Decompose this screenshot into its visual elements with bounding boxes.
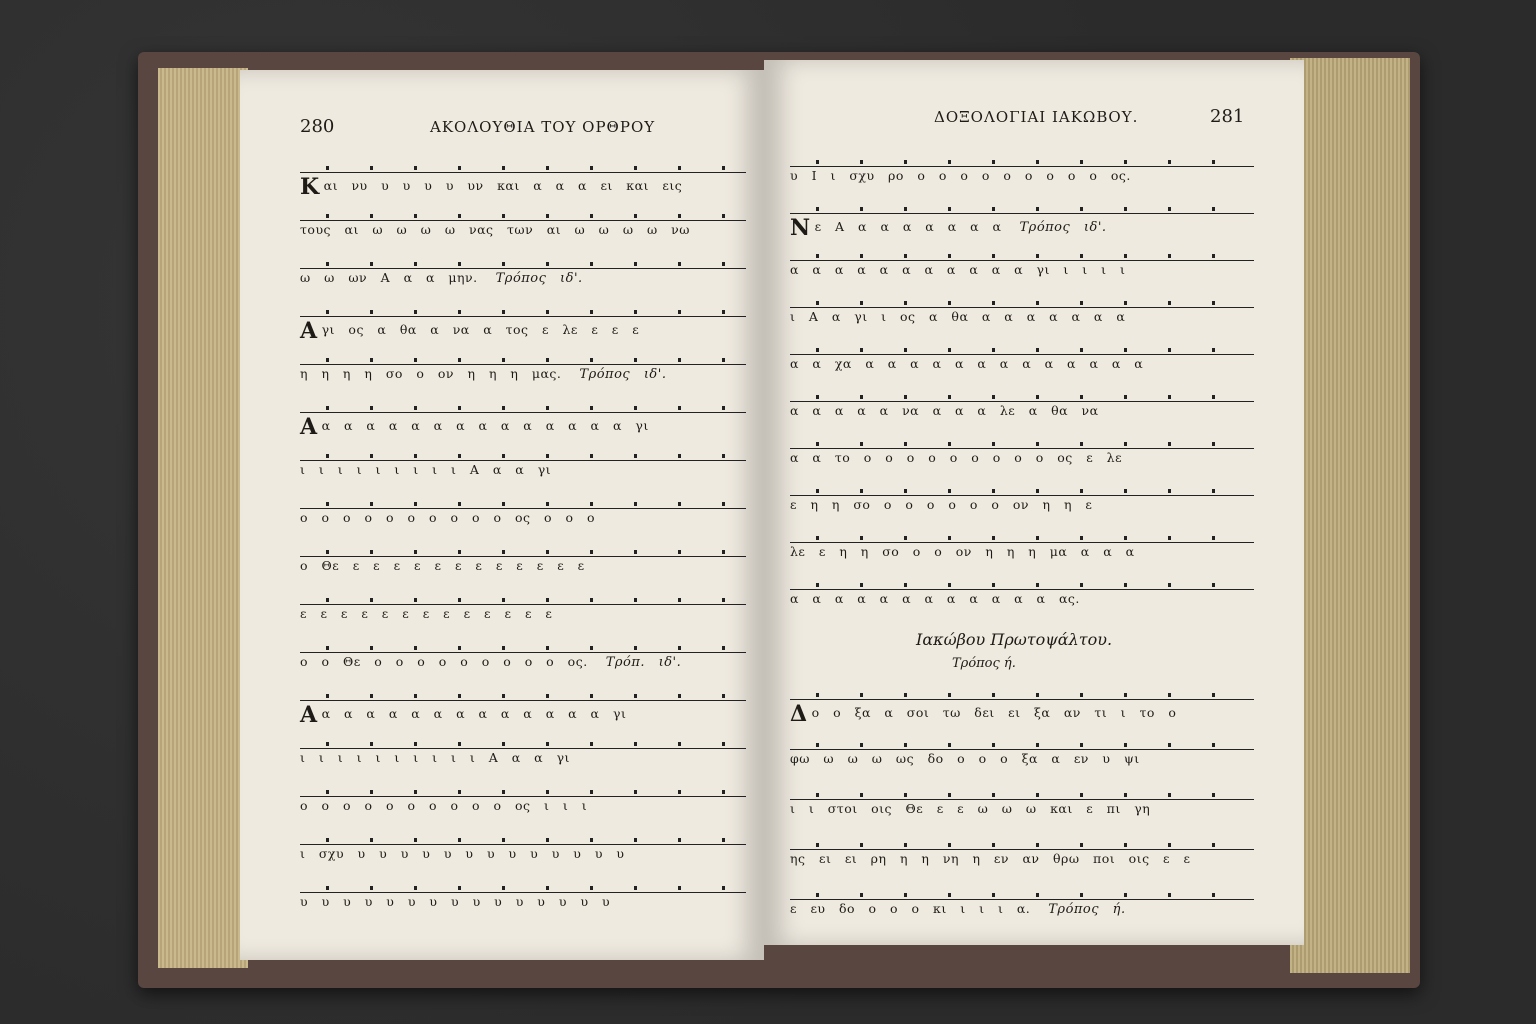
syllables: ο ο ο ο ο ο ο ο ο ο ος ο ο ο — [300, 510, 596, 525]
neume-staff — [300, 734, 746, 749]
mode-label: Τρόπος ιδ'. — [495, 271, 583, 286]
music-line — [300, 302, 746, 344]
syllable-text — [790, 356, 1254, 371]
syllable-text — [300, 366, 746, 382]
syllable-text — [300, 750, 746, 765]
initial-letter: Α — [300, 414, 318, 440]
left-page — [240, 70, 764, 960]
mode-label: Τρόπος ή. — [1048, 902, 1126, 917]
syllables: ο ο Θε ο ο ο ο ο ο ο ο ο ος. — [300, 654, 588, 669]
neume-staff — [790, 293, 1254, 308]
syllables: αι νυ υ υ υ υ υν και α α α ει και εις — [323, 178, 683, 193]
neume-staff — [300, 686, 746, 701]
music-line — [790, 340, 1254, 372]
syllable-text — [790, 701, 1254, 727]
syllable-text — [300, 174, 746, 200]
music-line — [300, 830, 746, 862]
music-line — [300, 590, 746, 622]
music-line — [300, 254, 746, 286]
music-line — [790, 785, 1254, 817]
music-line — [790, 152, 1254, 184]
music-line — [300, 878, 746, 910]
music-line — [300, 782, 746, 814]
neume-staff — [790, 685, 1254, 700]
syllables: ι σχυ υ υ υ υ υ υ υ υ υ υ υ υ υ — [300, 846, 625, 861]
neume-staff — [300, 878, 746, 893]
neume-staff — [790, 434, 1254, 449]
syllables: ης ει ει ρη η η νη η εν αν θρω ποι οις ε ε — [790, 851, 1191, 866]
syllable-text — [300, 270, 746, 286]
neume-staff — [790, 387, 1254, 402]
syllables: ε Α α α α α α α α — [814, 219, 1002, 234]
music-line — [790, 293, 1254, 325]
neume-staff — [790, 481, 1254, 496]
neume-staff — [300, 302, 746, 317]
syllables: ε ευ δο ο ο ο κι ι ι ι α. — [790, 901, 1031, 916]
music-line — [790, 575, 1254, 607]
syllables: ε ε ε ε ε ε ε ε ε ε ε ε ε — [300, 606, 553, 621]
syllables: ε η η σο ο ο ο ο ο ο ον η η ε — [790, 497, 1093, 512]
syllables: λε ε η η σο ο ο ον η η η μα α α α — [790, 544, 1135, 559]
syllable-text — [790, 901, 1254, 917]
music-line — [790, 735, 1254, 767]
syllable-text — [300, 654, 746, 670]
right-page — [764, 60, 1304, 945]
syllable-text — [790, 450, 1254, 465]
syllable-text — [790, 851, 1254, 866]
syllables: ω ω ων Α α α μην. — [300, 270, 478, 285]
initial-letter: Α — [300, 702, 318, 728]
music-line — [300, 638, 746, 670]
syllables: γι ος α θα α να α τος ε λε ε ε ε — [321, 322, 640, 337]
music-line — [790, 434, 1254, 466]
syllables: α α το ο ο ο ο ο ο ο ο ο ος ε λε — [790, 450, 1123, 465]
syllable-text — [790, 215, 1254, 241]
music-line — [790, 199, 1254, 241]
section-mode: Τρόπος ή. — [952, 656, 1016, 671]
neume-staff — [790, 735, 1254, 750]
mode-label: Τρόπος ιδ'. — [579, 367, 667, 382]
initial-letter: Α — [300, 318, 318, 344]
page-block-left — [158, 68, 248, 968]
running-head: ΔΟΞΟΛΟΓΙΑΙ ΙΑΚΩΒΟΥ. — [934, 108, 1139, 126]
neume-staff — [790, 785, 1254, 800]
neume-staff — [300, 254, 746, 269]
syllables: ο ο ο ο ο ο ο ο ο ο ος ι ι ι — [300, 798, 588, 813]
syllable-text — [300, 894, 746, 909]
syllable-text — [790, 403, 1254, 418]
section-title: Ιακώβου Πρωτοψάλτου. — [916, 630, 1113, 649]
syllables: ι ι ι ι ι ι ι ι ι ι Α α α γι — [300, 750, 570, 765]
syllable-text — [790, 544, 1254, 559]
syllable-text — [300, 414, 746, 440]
syllable-text — [790, 497, 1254, 512]
syllables: α α α α α α α α α α α α α γι — [321, 706, 627, 721]
syllable-text — [300, 558, 746, 573]
music-line — [790, 246, 1254, 278]
neume-staff — [790, 835, 1254, 850]
neume-staff — [300, 542, 746, 557]
syllable-text — [300, 846, 746, 861]
syllable-text — [790, 262, 1254, 277]
neume-staff — [300, 398, 746, 413]
neume-staff — [790, 528, 1254, 543]
neume-staff — [300, 206, 746, 221]
syllables: ι Α α γι ι ος α θα α α α α α α α — [790, 309, 1126, 324]
neume-staff — [300, 782, 746, 797]
neume-staff — [790, 199, 1254, 214]
syllable-text — [790, 168, 1254, 183]
music-line — [300, 350, 746, 382]
music-line — [300, 446, 746, 478]
syllable-text — [300, 462, 746, 477]
music-line — [300, 734, 746, 766]
mode-label: Τρόπ. ιδ'. — [605, 655, 682, 670]
syllables: ι ι ι ι ι ι ι ι ι Α α α γι — [300, 462, 552, 477]
neume-staff — [300, 638, 746, 653]
music-line — [300, 398, 746, 440]
page-number: 281 — [1210, 106, 1245, 127]
neume-staff — [790, 340, 1254, 355]
syllables: ι ι στοι οις Θε ε ε ω ω ω και ε πι γη — [790, 801, 1151, 816]
syllables: α α α α α να α α α λε α θα να — [790, 403, 1099, 418]
music-line — [300, 206, 746, 238]
syllables: α α α α α α α α α α α α ας. — [790, 591, 1080, 606]
syllables: α α α α α α α α α α α γι ι ι ι ι — [790, 262, 1126, 277]
syllable-text — [300, 510, 746, 525]
neume-staff — [300, 158, 746, 173]
syllable-text — [790, 801, 1254, 816]
syllables: η η η η σο ο ον η η η μας. — [300, 366, 562, 381]
neume-staff — [300, 446, 746, 461]
music-line — [790, 387, 1254, 419]
music-line — [790, 528, 1254, 560]
music-line — [790, 835, 1254, 867]
syllable-text — [790, 591, 1254, 606]
syllable-text — [300, 318, 746, 344]
syllables: υ υ υ υ υ υ υ υ υ υ υ υ υ υ υ — [300, 894, 611, 909]
neume-staff — [300, 830, 746, 845]
syllables: α α χα α α α α α α α α α α α α α — [790, 356, 1144, 371]
syllable-text — [300, 798, 746, 813]
syllables: ο Θε ε ε ε ε ε ε ε ε ε ε ε ε — [300, 558, 585, 573]
syllables: α α α α α α α α α α α α α α γι — [321, 418, 649, 433]
initial-letter: Δ — [790, 701, 808, 727]
running-head: ΑΚΟΛΟΥΘΙΑ ΤΟΥ ΟΡΘΡΟΥ — [430, 118, 656, 136]
music-line — [300, 686, 746, 728]
page-number: 280 — [300, 116, 335, 137]
syllable-text — [300, 702, 746, 728]
music-line — [790, 481, 1254, 513]
neume-staff — [300, 494, 746, 509]
neume-staff — [790, 246, 1254, 261]
neume-staff — [790, 885, 1254, 900]
syllables: ο ο ξα α σοι τω δει ει ξα αν τι ι το ο — [811, 705, 1177, 720]
syllables: φω ω ω ω ως δο ο ο ο ξα α εν υ ψι — [790, 751, 1140, 766]
syllable-text — [300, 222, 746, 237]
syllables: υ Ι ι σχυ ρο ο ο ο ο ο ο ο ο ο ος. — [790, 168, 1131, 183]
syllable-text — [790, 309, 1254, 324]
music-line — [300, 542, 746, 574]
music-line — [790, 885, 1254, 917]
neume-staff — [790, 575, 1254, 590]
music-line — [300, 494, 746, 526]
syllables: τους αι ω ω ω ω νας των αι ω ω ω ω νω — [300, 222, 690, 237]
syllable-text — [790, 751, 1254, 766]
initial-letter: Ν — [790, 215, 811, 241]
syllable-text — [300, 606, 746, 621]
mode-label: Τρόπος ιδ'. — [1019, 220, 1107, 235]
neume-staff — [790, 152, 1254, 167]
music-line — [790, 685, 1254, 727]
music-line — [300, 158, 746, 200]
initial-letter: Κ — [300, 174, 320, 200]
page-block-right — [1290, 58, 1410, 973]
neume-staff — [300, 590, 746, 605]
neume-staff — [300, 350, 746, 365]
